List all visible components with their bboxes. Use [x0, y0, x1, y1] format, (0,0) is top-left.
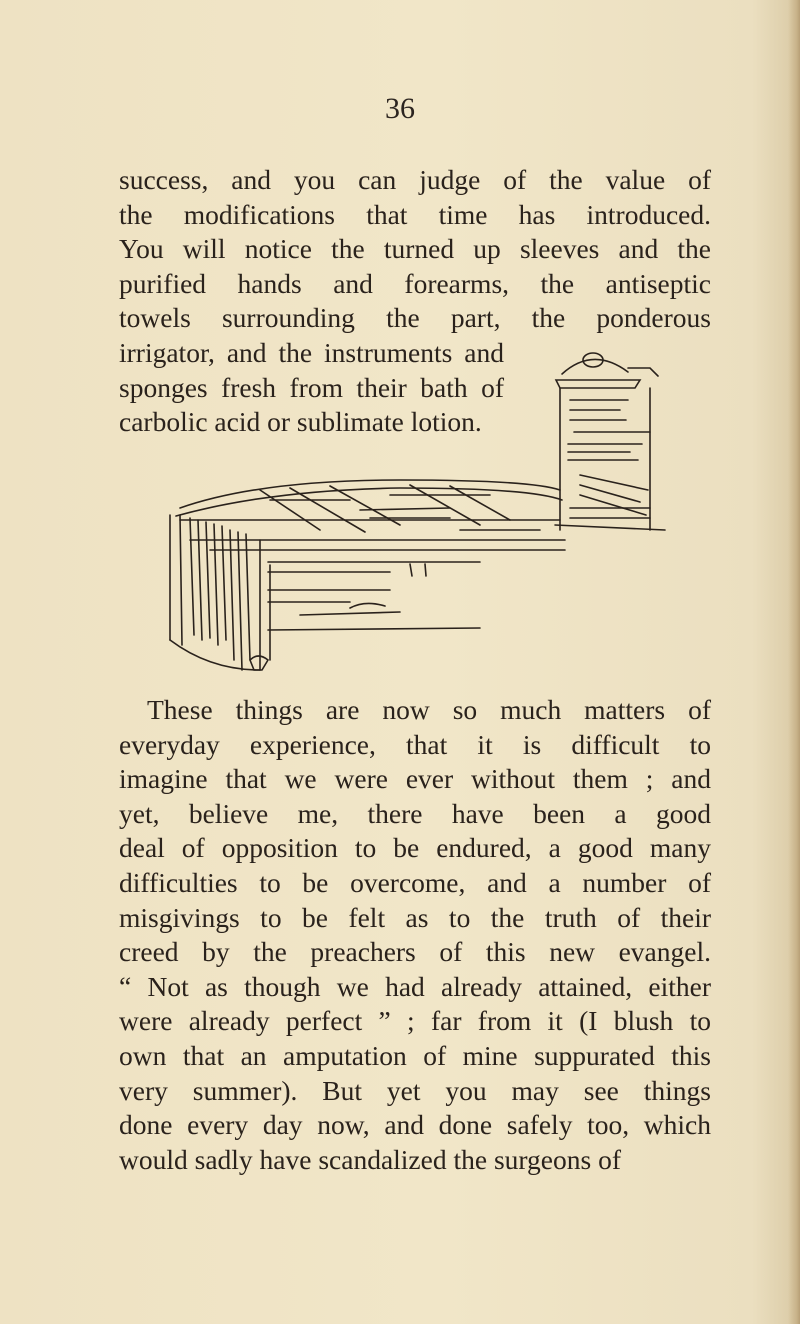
- text-line: were already perfect ” ; far from it (I blush to: [119, 1005, 711, 1037]
- basin-icon: [250, 656, 268, 670]
- text-line: the modifications that time has introduced.: [119, 198, 711, 230]
- text-line: deal of opposition to be endured, a good many: [119, 832, 711, 864]
- text-line: misgivings to be felt as to the truth of their: [119, 901, 711, 933]
- text-line: would sadly have scandalized the surgeons of: [119, 1143, 621, 1175]
- text-line: “ Not as though we had already attained, either: [119, 970, 711, 1002]
- text-line: yet, believe me, there have been a good: [119, 797, 711, 829]
- irrigator-icon: [555, 353, 665, 530]
- paragraph-2: [119, 693, 711, 1177]
- page-edge-shadow: [788, 0, 800, 1324]
- text-line: done every day now, and done safely too, which: [119, 1109, 711, 1141]
- text-line: purified hands and forearms, the antiseptic: [119, 267, 711, 299]
- text-line: carbolic acid or sublimate lotion.: [119, 406, 482, 438]
- text-line: You will notice the turned up sleeves and the: [119, 233, 711, 265]
- text-line: imagine that we were ever without them ; and: [119, 763, 711, 795]
- text-line: success, and you can judge of the value of: [119, 164, 711, 195]
- table-icon: [170, 480, 565, 670]
- text-line: sponges fresh from their bath of: [119, 371, 504, 403]
- surgical-illustration: [150, 340, 670, 680]
- text-line: These things are now so much matters of: [147, 694, 711, 725]
- text-line: towels surrounding the part, the ponderous: [119, 302, 711, 334]
- text-line: own that an amputation of mine suppurated this: [119, 1039, 711, 1071]
- page-number: 36: [385, 92, 415, 125]
- text-line: very summer). But yet you may see things: [119, 1074, 711, 1106]
- text-line: creed by the preachers of this new evangel.: [119, 936, 711, 968]
- text-line: difficulties to be overcome, and a number of: [119, 866, 711, 898]
- text-line: everyday experience, that it is difficult to: [119, 728, 711, 760]
- text-line: irrigator, and the instruments and: [119, 336, 504, 368]
